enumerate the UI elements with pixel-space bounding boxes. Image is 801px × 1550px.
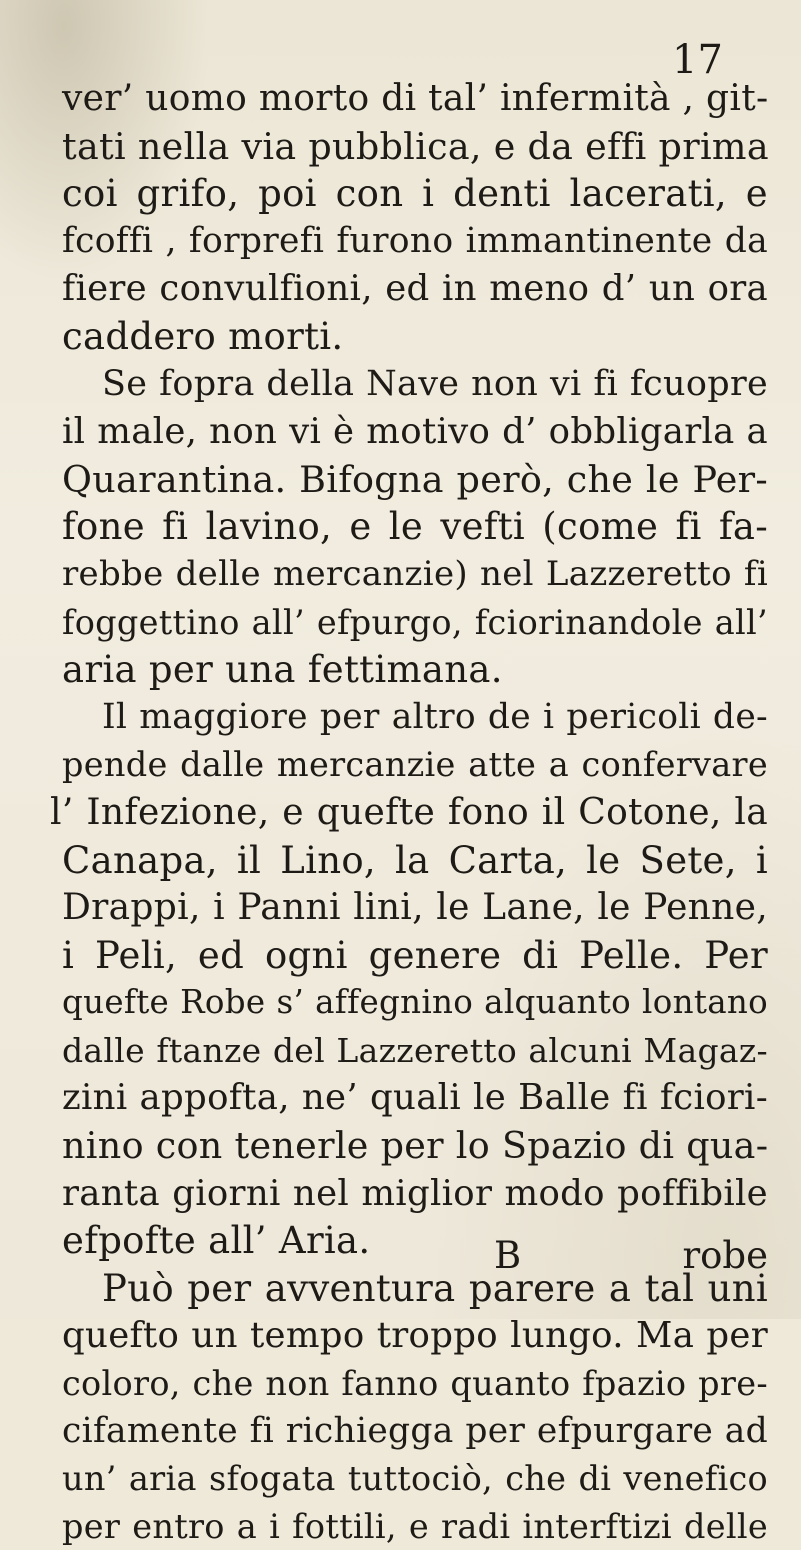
text-line: quefto un tempo troppo lungo. Ma per	[62, 1315, 768, 1357]
paragraph-start: Il maggiore per altro de i pericoli de-	[102, 696, 768, 737]
text-line: pende dalle mercanzie atte a confervare	[62, 745, 768, 785]
text-line: fcoffi , forprefi furono immantinente da	[62, 220, 768, 261]
text-line: per entro a i fottili, e radi interftizi delle	[62, 1506, 768, 1546]
body-text	[50, 75, 769, 1550]
paragraph-start: Può per avventura parere a tal uni	[102, 1266, 768, 1310]
text-line: dalle ftanze del Lazzeretto alcuni Magaz-	[62, 1030, 768, 1070]
text-line: Quarantina. Bifogna però, che le Per-	[62, 457, 768, 501]
text-line: ver’ uomo morto di tal’ infermità , git-	[62, 78, 769, 119]
text-line: un’ aria sfogata tuttociò, che di venefico	[62, 1459, 768, 1499]
text-line: ranta giorni nel miglior modo poffibile	[62, 1172, 768, 1214]
text-line: coloro, che non fanno quanto fpazio pre-	[62, 1364, 768, 1404]
text-line: aria per una fettimana.	[62, 648, 503, 692]
signature-mark: B	[494, 1234, 522, 1277]
text-line: caddero morti.	[62, 314, 344, 358]
text-line: tati nella via pubblica, e da effi prima	[62, 124, 769, 168]
text-line: il male, non vi è motivo d’ obbligarla a	[62, 411, 768, 453]
text-line: efpofte all’ Aria.	[62, 1219, 371, 1263]
text-line: Drappi, i Panni lini, le Lane, le Penne,	[62, 887, 768, 929]
text-line: fone fi lavino, e le vefti (come fi fa-	[62, 505, 768, 549]
text-line: Canapa, il Lino, la Carta, le Sete, i	[62, 838, 768, 882]
text-line: fiere convulfioni, ed in meno d’ un ora	[62, 268, 768, 310]
text-line: coi grifo, poi con i denti lacerati, e	[62, 172, 768, 216]
text-line: rebbe delle mercanzie) nel Lazzeretto fi	[62, 553, 768, 594]
text-line: cifamente fi richiegga per efpurgare ad	[62, 1410, 768, 1451]
text-line: l’ Infezione, e quefte fono il Cotone, la	[50, 791, 768, 833]
catchword: robe	[682, 1234, 768, 1277]
text-line: quefte Robe s’ affegnino alquanto lontano	[62, 983, 768, 1022]
text-line: foggettino all’ efpurgo, fciorinandole all’	[62, 602, 768, 642]
text-line: i Peli, ed ogni genere di Pelle. Per	[62, 933, 768, 977]
text-line: nino con tenerle per lo Spazio di qua-	[62, 1124, 769, 1168]
text-line: zini appofta, ne’ quali le Balle fi fciori-	[62, 1077, 768, 1119]
page-number: 17	[672, 37, 723, 83]
paragraph-start: Se fopra della Nave non vi fi fcuopre	[102, 363, 768, 404]
page-footer	[62, 1232, 768, 1280]
